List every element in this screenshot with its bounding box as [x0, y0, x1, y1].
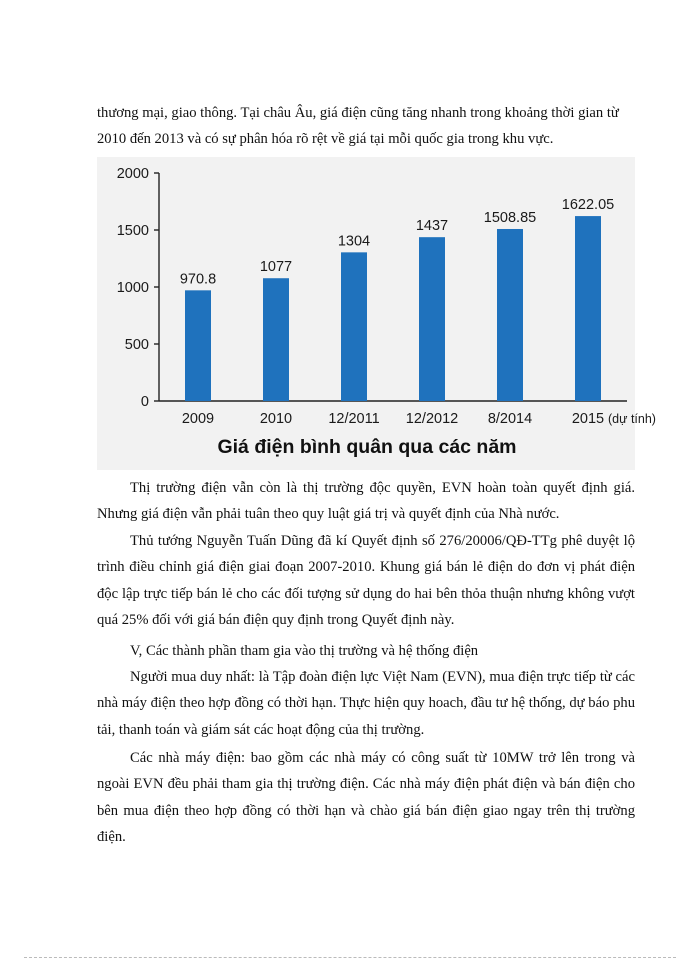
chart-title: Giá điện bình quân qua các năm	[217, 436, 517, 458]
bar-2015	[575, 216, 601, 401]
intro-line-2: 2010 đến 2013 và có sự phân hóa rõ rệt về giá tại mỗi quốc gia trong khu vực.	[97, 131, 554, 148]
data-label: 1437	[415, 218, 449, 235]
y-tick-label: 2000	[116, 166, 149, 182]
bar-12-2011	[341, 252, 367, 401]
paragraph-decision: Thủ tướng Nguyễn Tuấn Dũng đã kí Quyết định số 276/20006/QĐ-TTg phê duyệt lộ trình điều chỉnh giá điện giai đoạn 2007-2010. Khung giá bán lẻ điện do đơn vị phát điện độc lập trực tiếp bán lẻ cho các đối tượng sử dụng do hai bên thỏa thuận nhưng không vượt quá 25% đối với giá bán điện quy định trong Quyết định này.	[97, 533, 635, 629]
x-tick-label: 2009	[181, 411, 215, 427]
data-label: 1304	[337, 233, 371, 250]
page-bottom-rule	[24, 957, 676, 958]
x-tick-label: 2015	[571, 411, 605, 427]
paragraph-single-buyer: Người mua duy nhất: là Tập đoàn điện lực Việt Nam (EVN), mua điện trực tiếp từ các nhà máy điện theo hợp đồng có thời hạn. Thực hiện quy hoach, đầu tư hệ thống, dự báo phu tải, thanh toán và giám sát các hoạt động của thị trường.	[97, 669, 635, 738]
y-tick-label: 1500	[116, 223, 149, 239]
data-label: 970.8	[179, 271, 217, 288]
bar-2009	[185, 290, 211, 401]
y-tick-label: 500	[124, 337, 149, 353]
chart-canvas	[97, 157, 656, 470]
price-bar-chart	[97, 157, 656, 470]
x-tick-label: 8/2014	[487, 411, 533, 427]
data-label: 1622.05	[561, 197, 615, 214]
y-tick-label: 0	[140, 394, 149, 410]
intro-paragraph	[97, 100, 635, 153]
x-tick-label: 2010	[259, 411, 293, 427]
intro-line-1: thương mại, giao thông. Tại châu Âu, giá điện cũng tăng nhanh trong khoảng thời gian từ	[97, 105, 619, 121]
section-heading: V, Các thành phần tham gia vào thị trường và hệ thống điện	[130, 643, 479, 659]
x-tick-note: (dự tính)	[608, 412, 656, 426]
x-tick-label: 12/2012	[405, 411, 459, 427]
x-tick-label: 12/2011	[328, 411, 380, 427]
y-tick-label: 1000	[116, 280, 149, 296]
bar-8-2014	[497, 229, 523, 401]
data-label: 1508.85	[483, 209, 537, 226]
paragraph-monopoly: Thị trường điện vẫn còn là thị trường độc quyền, EVN hoàn toàn quyết định giá. Nhưng giá điện vẫn phải tuân theo quy luật giá trị và quyết định của Nhà nước.	[97, 480, 635, 523]
bar-12-2012	[419, 237, 445, 401]
paragraph-power-plants: Các nhà máy điện: bao gồm các nhà máy có công suất từ 10MW trở lên trong và ngoài EVN đều phải tham gia thị trường điện. Các nhà máy điện phát điện và bán điện cho bên mua điện theo hợp đồng có thời hạn và chào giá bán điện giao ngay trên thị trường điện.	[97, 750, 635, 846]
data-label: 1077	[259, 259, 293, 276]
bar-2010	[263, 278, 289, 401]
